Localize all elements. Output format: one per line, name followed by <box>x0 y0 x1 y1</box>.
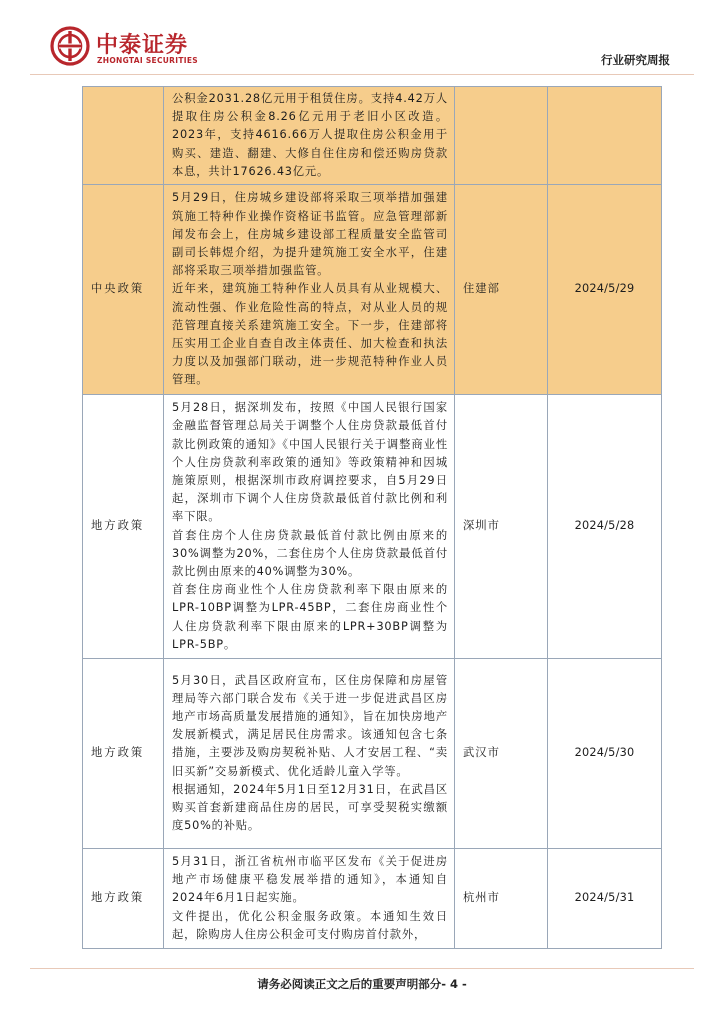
content-paragraph: 文件提出，优化公积金服务政策。本通知生效日起，除购房人住房公积金可支付购房首付款外， <box>172 909 448 941</box>
content-paragraph: 根据通知，2024年5月1日至12月31日，在武昌区购买首套新建商品住房的居民，可享受契税实缴额度50%的补贴。 <box>172 782 448 833</box>
content-paragraph: 5月29日，住房城乡建设部将采取三项举措加强建筑施工特种作业操作资格证书监管。应急管理部新闻发布会上，住房城乡建设部工程质量安全监管司副司长韩煜介绍，为提升建筑施工安全水平，住建部将采取三项举措加强监管。 <box>172 191 448 278</box>
table-row <box>83 849 662 949</box>
content-cell <box>164 849 455 949</box>
page-header <box>0 0 724 80</box>
date-cell: 2024/5/31 <box>548 849 662 949</box>
content-paragraph: 5月28日，据深圳发布，按照《中国人民银行国家金融监督管理总局关于调整个人住房贷款最低首付款比例政策的通知》《中国人民银行关于调整商业性个人住房贷款利率政策的通知》等政策精神和因城施策原则，根据深圳市政府调控要求，自5月29日起，深圳市下调个人住房贷款最低首付款比例和利率下限。 <box>172 401 448 524</box>
page-number: - 4 - <box>441 977 467 991</box>
content-paragraph: 5月31日，浙江省杭州市临平区发布《关于促进房地产市场健康平稳发展举措的通知》，本通知自2024年6月1日起实施。 <box>172 855 448 905</box>
date-cell <box>548 87 662 185</box>
page-footer <box>0 976 724 992</box>
brand-name-en: ZHONGTAI SECURITIES <box>97 56 198 65</box>
content-paragraph: 首套住房个人住房贷款最低首付款比例由原来的30%调整为20%，二套住房个人住房贷款最低首付款比例由原来的40%调整为30%。 <box>172 528 448 578</box>
disclaimer-note: 请务必阅读正文之后的重要声明部分 <box>257 977 442 991</box>
category-cell: 地方政策 <box>83 395 164 659</box>
date-cell: 2024/5/29 <box>548 185 662 395</box>
content-cell <box>164 395 455 659</box>
category-cell: 地方政策 <box>83 849 164 949</box>
brand-name-cn: 中泰证券 <box>96 33 189 58</box>
content-paragraph: 公积金2031.28亿元用于租赁住房。支持4.42万人提取住房公积金8.26亿元用于老旧小区改造。2023年，支持4616.66万人提取住房公积金用于购买、建造、翻建、大修自住住房和偿还购房贷款本息，共计17626.43亿元。 <box>172 92 448 178</box>
table-row <box>83 395 662 659</box>
table-row <box>83 659 662 849</box>
category-cell <box>83 87 164 185</box>
department-cell <box>455 87 548 185</box>
date-cell: 2024/5/28 <box>548 395 662 659</box>
content-paragraph: 近年来，建筑施工特种作业人员具有从业规模大、流动性强、作业危险性高的特点，对从业人员的规范管理直接关系建筑施工安全。下一步，住建部将压实用工企业自查自改主体责任、加大检查和执法力度以及加强部门联动，进一步规范特种作业人员管理。 <box>172 282 448 387</box>
content-paragraph: 首套住房商业性个人住房贷款利率下限由原来的LPR-10BP调整为LPR-45BP，二套住房商业性个人住房贷款利率下限由原来的LPR+30BP调整为LPR-5BP。 <box>172 583 448 651</box>
department-cell: 深圳市 <box>455 395 548 659</box>
brand-logo <box>50 26 220 70</box>
date-cell: 2024/5/30 <box>548 659 662 849</box>
zhongtai-logo-icon <box>50 26 90 66</box>
table-row <box>83 185 662 395</box>
content-cell <box>164 659 455 849</box>
category-cell: 地方政策 <box>83 659 164 849</box>
content-cell <box>164 87 455 185</box>
content-cell <box>164 185 455 395</box>
content-paragraph: 5月30日，武昌区政府宣布，区住房保障和房屋管理局等六部门联合发布《关于进一步促进武昌区房地产市场高质量发展措施的通知》，旨在加快房地产发展新模式，满足居民住房需求。该通知包含七条措施，主要涉及购房契税补贴、人才安居工程、“卖旧买新”交易新模式、优化适龄儿童入学等。 <box>172 673 448 778</box>
department-cell: 住建部 <box>455 185 548 395</box>
report-type-label: 行业研究周报 <box>601 53 670 67</box>
table-row <box>83 87 662 185</box>
department-cell: 杭州市 <box>455 849 548 949</box>
department-cell: 武汉市 <box>455 659 548 849</box>
policy-table <box>82 86 662 949</box>
header-divider <box>30 74 694 75</box>
footer-divider <box>30 968 694 969</box>
category-cell: 中央政策 <box>83 185 164 395</box>
